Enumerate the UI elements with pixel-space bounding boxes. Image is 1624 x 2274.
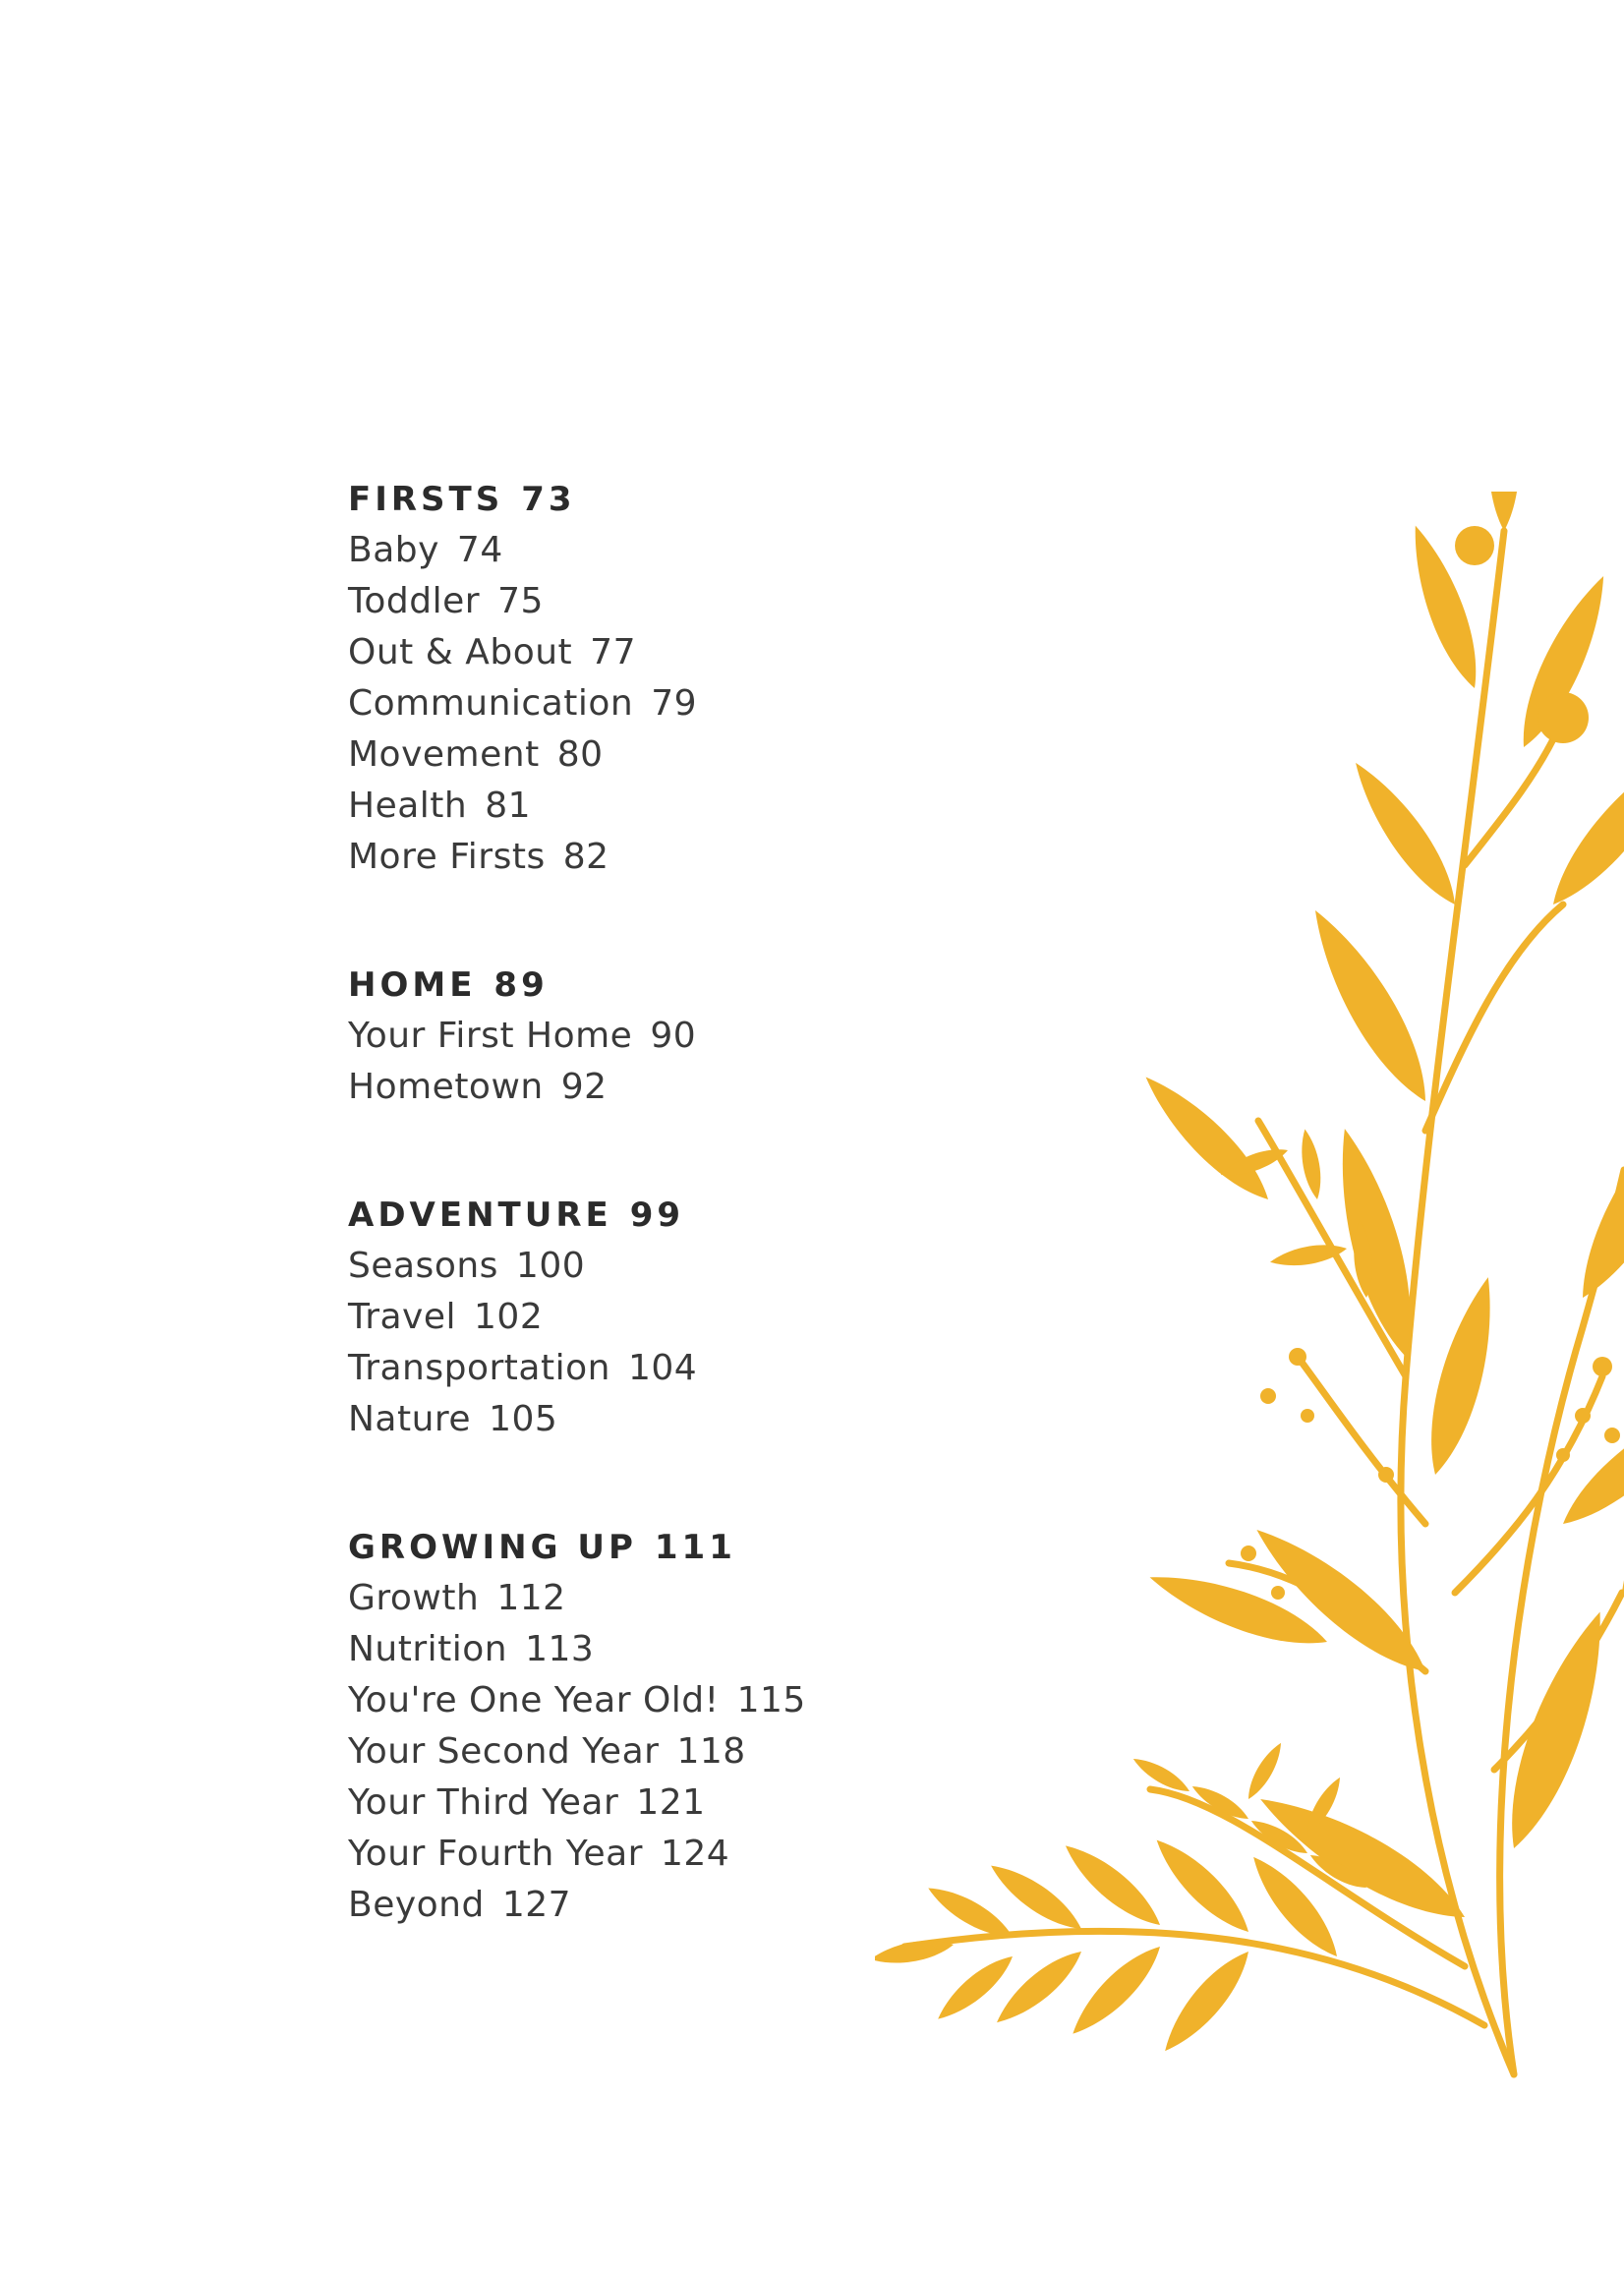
toc-entry[interactable]: [348, 627, 957, 678]
toc-entry[interactable]: [348, 576, 957, 627]
entry-title: Nature: [348, 1399, 472, 1439]
section-heading[interactable]: [348, 1190, 957, 1241]
entry-page-number: 77: [590, 632, 636, 672]
toc-entry[interactable]: [348, 1343, 957, 1394]
toc-entry[interactable]: [348, 1880, 957, 1931]
toc-entry[interactable]: [348, 1011, 957, 1062]
entry-title: Hometown: [348, 1067, 544, 1107]
entry-title: Your Fourth Year: [348, 1834, 643, 1874]
entry-title: Your First Home: [348, 1016, 633, 1056]
entry-title: Baby: [348, 530, 439, 570]
entry-title: Nutrition: [348, 1629, 508, 1669]
toc-entry[interactable]: [348, 678, 957, 729]
toc-entry[interactable]: [348, 1829, 957, 1880]
table-of-contents: [348, 474, 957, 2008]
entry-page-number: 102: [474, 1297, 544, 1337]
entry-title: More Firsts: [348, 837, 546, 877]
toc-entry[interactable]: [348, 1292, 957, 1343]
entry-title: Health: [348, 786, 468, 826]
entry-page-number: 79: [651, 683, 698, 724]
toc-entry[interactable]: [348, 1062, 957, 1113]
golden-foliage-illustration-icon: [875, 492, 1624, 2104]
entry-page-number: 81: [485, 786, 532, 826]
toc-section-growing-up: [348, 1522, 957, 1931]
entry-page-number: 92: [560, 1067, 608, 1107]
section-page-number: 99: [629, 1195, 685, 1235]
entry-title: Travel: [348, 1297, 457, 1337]
toc-entry[interactable]: [348, 781, 957, 832]
entry-title: Beyond: [348, 1885, 485, 1925]
section-title: GROWING UP: [348, 1528, 637, 1567]
entry-page-number: 118: [676, 1731, 746, 1772]
toc-entry[interactable]: [348, 1675, 957, 1726]
toc-entry[interactable]: [348, 1394, 957, 1445]
section-page-number: 111: [654, 1528, 736, 1567]
toc-entry[interactable]: [348, 1778, 957, 1829]
entry-title: Your Second Year: [348, 1731, 660, 1772]
entry-page-number: 74: [456, 530, 503, 570]
entry-page-number: 82: [562, 837, 609, 877]
entry-page-number: 100: [515, 1246, 586, 1286]
entry-title: Out & About: [348, 632, 573, 672]
section-heading[interactable]: [348, 474, 957, 525]
entry-title: Seasons: [348, 1246, 498, 1286]
entry-title: You're One Year Old!: [348, 1680, 720, 1720]
entry-page-number: 113: [525, 1629, 595, 1669]
entry-title: Toddler: [348, 581, 481, 621]
entry-page-number: 75: [497, 581, 544, 621]
entry-page-number: 80: [556, 734, 604, 775]
entry-title: Growth: [348, 1578, 480, 1618]
entry-page-number: 124: [660, 1834, 730, 1874]
entry-title: Movement: [348, 734, 540, 775]
entry-title: Transportation: [348, 1348, 610, 1388]
entry-title: Your Third Year: [348, 1782, 619, 1823]
section-page-number: 73: [521, 480, 576, 519]
entry-page-number: 121: [636, 1782, 706, 1823]
section-title: FIRSTS: [348, 480, 504, 519]
toc-entry[interactable]: [348, 832, 957, 883]
entry-page-number: 104: [627, 1348, 698, 1388]
entry-title: Communication: [348, 683, 634, 724]
toc-entry[interactable]: [348, 525, 957, 576]
section-title: HOME: [348, 965, 477, 1005]
entry-page-number: 112: [496, 1578, 566, 1618]
section-title: ADVENTURE: [348, 1195, 612, 1235]
toc-entry[interactable]: [348, 729, 957, 781]
toc-entry[interactable]: [348, 1573, 957, 1624]
toc-entry[interactable]: [348, 1726, 957, 1778]
entry-page-number: 90: [650, 1016, 697, 1056]
toc-entry[interactable]: [348, 1241, 957, 1292]
toc-section-firsts: [348, 474, 957, 883]
toc-section-adventure: [348, 1190, 957, 1445]
section-heading[interactable]: [348, 960, 957, 1011]
toc-section-home: [348, 960, 957, 1113]
section-heading[interactable]: [348, 1522, 957, 1573]
entry-page-number: 105: [489, 1399, 558, 1439]
section-page-number: 89: [493, 965, 549, 1005]
entry-page-number: 115: [736, 1680, 806, 1720]
entry-page-number: 127: [501, 1885, 572, 1925]
toc-entry[interactable]: [348, 1624, 957, 1675]
